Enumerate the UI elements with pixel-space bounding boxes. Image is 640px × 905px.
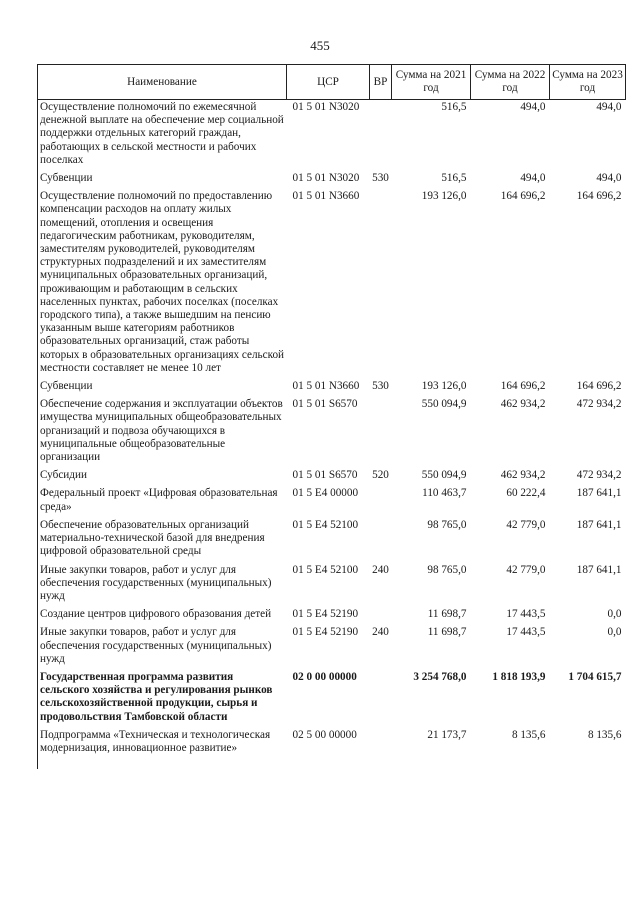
- row-sum-2022: 164 696,2: [500, 380, 546, 393]
- row-sum-2022: 494,0: [520, 172, 546, 185]
- row-name: Создание центров цифрового образования детей: [38, 607, 287, 625]
- table-row: [38, 379, 626, 397]
- row-name: Подпрограмма «Техническая и технологическая модернизация, инновационное развитие»: [38, 728, 287, 769]
- table-row: [38, 670, 626, 728]
- table-row: [38, 189, 626, 379]
- row-vr: [370, 189, 392, 379]
- row-csr: 02 0 00 00000: [292, 670, 357, 683]
- table-row: [38, 397, 626, 468]
- row-sum-2021: 98 765,0: [427, 518, 467, 531]
- row-sum-2022: 42 779,0: [506, 563, 546, 576]
- row-sum-2023: 164 696,2: [576, 380, 622, 393]
- row-vr: 530: [372, 380, 389, 393]
- row-csr: 01 5 E4 52100: [292, 518, 359, 531]
- row-vr: [370, 607, 392, 625]
- row-sum-2023: 187 641,1: [576, 487, 622, 500]
- row-sum-2022: 494,0: [520, 101, 546, 113]
- row-csr: 01 5 01 N3660: [292, 190, 360, 203]
- row-csr: 01 5 E4 00000: [292, 487, 359, 500]
- row-sum-2022: 1 818 193,9: [492, 670, 546, 683]
- row-sum-2023: 472 934,2: [576, 469, 622, 482]
- row-sum-2022: 17 443,5: [506, 608, 546, 621]
- row-csr: 01 5 01 S6570: [292, 469, 358, 482]
- row-sum-2021: 193 126,0: [421, 190, 467, 203]
- row-sum-2023: 8 135,6: [587, 728, 622, 741]
- row-vr: [370, 670, 392, 728]
- row-vr: 520: [372, 469, 389, 482]
- row-sum-2022: 462 934,2: [500, 469, 546, 482]
- row-name: Государственная программа развития сельского хозяйства и регулирования рынков сельскохозяйственной продукции, сырья и продовольствия Тамбовской области: [38, 670, 287, 728]
- row-csr: 01 5 E4 52190: [292, 626, 359, 639]
- row-vr: [370, 486, 392, 517]
- row-name: Осуществление полномочий по предоставлению компенсации расходов на оплату жилых помещений, отопления и освещения педагогическим работникам, руководителям, заместителям руководителей, руководителям структурных подразделений и их заместителям муниципальных образовательных организаций, проживающим и работающим в сельских населенных пунктах, рабочих поселках (поселках городского типа), а также вышедшим на пенсию указанным выше категориям работников образовательных организаций, стаж работы которых в образовательных организациях сельской местности составляет не менее 10 лет: [38, 189, 287, 379]
- table-row: [38, 563, 626, 608]
- row-sum-2023: 1 704 615,7: [568, 670, 622, 683]
- row-sum-2021: 516,5: [441, 172, 467, 185]
- row-sum-2021: 193 126,0: [421, 380, 467, 393]
- row-csr: 01 5 01 N3020: [292, 101, 360, 113]
- header-name: Наименование: [38, 65, 287, 100]
- table-row: [38, 171, 626, 189]
- row-sum-2022: 17 443,5: [506, 626, 546, 639]
- row-csr: 01 5 E4 52190: [292, 608, 359, 621]
- row-vr: 240: [372, 563, 389, 576]
- row-vr: 530: [372, 172, 389, 185]
- row-name: Обеспечение образовательных организаций материально-технической базой для внедрения цифровой образовательной среды: [38, 518, 287, 563]
- table-body: [38, 100, 626, 770]
- table-row: [38, 468, 626, 486]
- budget-table: [37, 64, 626, 769]
- row-csr: 01 5 E4 52100: [292, 563, 359, 576]
- table-row: [38, 728, 626, 769]
- row-sum-2022: 8 135,6: [511, 728, 546, 741]
- row-sum-2021: 550 094,9: [421, 469, 467, 482]
- row-sum-2023: 0,0: [607, 608, 622, 621]
- table-header-row: [38, 65, 626, 100]
- row-name: Субвенции: [38, 171, 287, 189]
- row-sum-2021: 98 765,0: [427, 563, 467, 576]
- row-name: Обеспечение содержания и эксплуатации объектов имущества муниципальных общеобразовательных организаций и подвоза обучающихся в муниципальные общеобразовательные организации: [38, 397, 287, 468]
- header-sum-2022: Сумма на 2022 год: [471, 65, 550, 100]
- row-vr: [370, 100, 392, 172]
- row-vr: [370, 518, 392, 563]
- table-row: [38, 625, 626, 670]
- row-sum-2021: 21 173,7: [427, 728, 467, 741]
- row-sum-2023: 187 641,1: [576, 518, 622, 531]
- row-csr: 01 5 01 N3660: [292, 380, 360, 393]
- row-name: Федеральный проект «Цифровая образовательная среда»: [38, 486, 287, 517]
- row-sum-2023: 494,0: [596, 172, 622, 185]
- table-row: [38, 100, 626, 172]
- row-sum-2021: 11 698,7: [427, 608, 467, 621]
- row-vr: 240: [372, 626, 389, 639]
- row-sum-2022: 60 222,4: [506, 487, 546, 500]
- table-row: [38, 607, 626, 625]
- page-number: 455: [310, 38, 330, 53]
- row-name: Иные закупки товаров, работ и услуг для обеспечения государственных (муниципальных) нужд: [38, 563, 287, 608]
- header-vr: ВР: [370, 65, 392, 100]
- row-sum-2021: 3 254 768,0: [413, 670, 467, 683]
- row-name: Иные закупки товаров, работ и услуг для обеспечения государственных (муниципальных) нужд: [38, 625, 287, 670]
- row-vr: [370, 728, 392, 769]
- row-vr: [370, 397, 392, 468]
- header-sum-2021: Сумма на 2021 год: [392, 65, 471, 100]
- row-sum-2022: 462 934,2: [500, 398, 546, 411]
- table-row: [38, 486, 626, 517]
- row-sum-2021: 110 463,7: [422, 487, 467, 500]
- table-row: [38, 518, 626, 563]
- row-sum-2023: 187 641,1: [576, 563, 622, 576]
- row-csr: 01 5 01 N3020: [292, 172, 360, 185]
- row-name: Субсидии: [38, 468, 287, 486]
- row-sum-2023: 164 696,2: [576, 190, 622, 203]
- row-sum-2021: 516,5: [441, 101, 467, 113]
- row-sum-2023: 0,0: [607, 626, 622, 639]
- row-sum-2022: 164 696,2: [500, 190, 546, 203]
- row-name: Осуществление полномочий по ежемесячной денежной выплате на обеспечение мер социальной поддержки отдельных категорий граждан, работающих в сельской местности и рабочих поселках: [38, 100, 287, 172]
- row-name: Субвенции: [38, 379, 287, 397]
- header-sum-2023: Сумма на 2023 год: [550, 65, 626, 100]
- row-sum-2021: 550 094,9: [421, 398, 467, 411]
- row-sum-2023: 494,0: [596, 101, 622, 113]
- row-sum-2023: 472 934,2: [576, 398, 622, 411]
- row-csr: 01 5 01 S6570: [292, 398, 358, 411]
- row-csr: 02 5 00 00000: [292, 728, 357, 741]
- header-csr: ЦСР: [287, 65, 370, 100]
- row-sum-2022: 42 779,0: [506, 518, 546, 531]
- row-sum-2021: 11 698,7: [427, 626, 467, 639]
